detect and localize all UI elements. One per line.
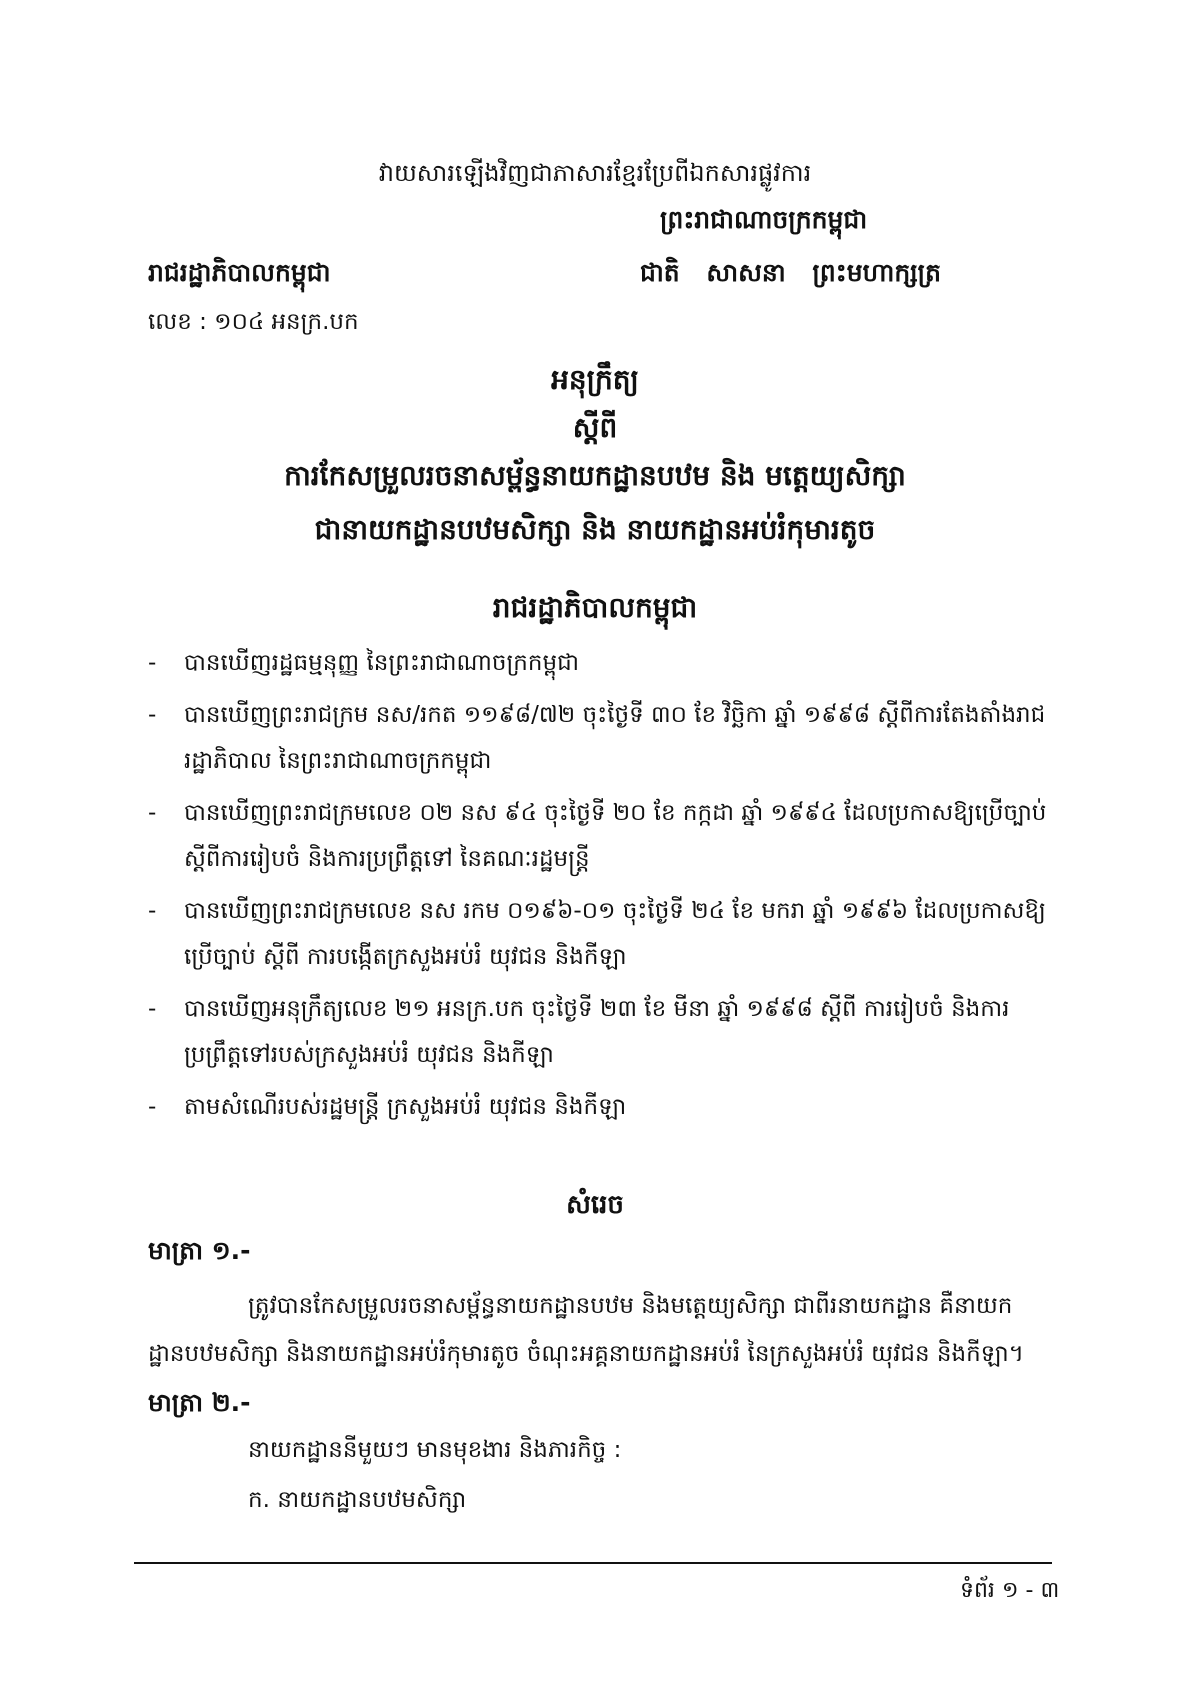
title-line-1: ការកែសម្រួលរចនាសម្ព័ន្ធនាយកដ្ឋានបឋម និង មត្តេយ្យសិក្សា	[284, 459, 906, 492]
list-item: - បានឃើញអនុក្រឹត្យលេខ ២១ អនក្រ.បក ចុះថ្ងៃទី ២៣ ខែ មីនា ឆ្នាំ ១៩៩៨ ស្តីពី ការរៀបចំ និងការប្រព្រឹត្តទៅរបស់ក្រសួងអប់រំ យុវជន និងកីឡា	[148, 986, 1048, 1078]
article-2-item-a: ក. នាយកដ្ឋានបឋមសិក្សា	[248, 1487, 467, 1513]
document-number: លេខ : ១០៤ អនក្រ.បក	[148, 309, 359, 335]
title-about: ស្តីពី	[572, 411, 618, 444]
dash-icon: -	[148, 996, 157, 1022]
list-item: - បានឃើញព្រះរាជក្រម នស/រកត ១១៩៨/៧២ ចុះថ្ងៃទី ៣០ ខែ វិច្ឆិកា ឆ្នាំ ១៩៩៨ ស្តីពីការតែងតាំងរាជរដ្ឋាភិបាល នៃព្រះរាជាណាចក្រកម្ពុជា	[148, 692, 1048, 784]
translation-note: វាយសារឡើងវិញជាភាសារខ្មែរប្រែពីឯកសារផ្លូវការ	[378, 159, 812, 187]
dash-icon: -	[148, 650, 157, 676]
government-center-heading: រាជរដ្ឋាភិបាលកម្ពុជា	[492, 591, 698, 624]
list-item: - បានឃើញព្រះរាជក្រមលេខ ០២ នស ៩៤ ចុះថ្ងៃទី ២០ ខែ កក្កដា ឆ្នាំ ១៩៩៤ ដែលប្រកាសឱ្យប្រើច្បាប់ស្តីពីការរៀបចំ និងការប្រព្រឹត្តទៅ នៃគណៈរដ្ឋមន្ត្រី	[148, 790, 1048, 882]
document-type: អនុក្រឹត្យ	[551, 363, 639, 396]
list-item: - បានឃើញព្រះរាជក្រមលេខ នស រកម ០១៩៦-០១ ចុះថ្ងៃទី ២៤ ខែ មករា ឆ្នាំ ១៩៩៦ ដែលប្រកាសឱ្យប្រើច្បាប់ ស្តីពី ការបង្កើតក្រសួងអប់រំ យុវជន និងកីឡា	[148, 888, 1048, 980]
article-1-heading: មាត្រា ១.-	[148, 1236, 251, 1265]
title-line-2: ជានាយកដ្ឋានបឋមសិក្សា និង នាយកដ្ឋានអប់រំកុមារតូច	[314, 513, 876, 546]
dash-icon: -	[148, 702, 157, 728]
government-heading: រាជរដ្ឋាភិបាលកម្ពុជា	[148, 258, 331, 287]
list-item: - តាមសំណើរបស់រដ្ឋមន្ត្រី ក្រសួងអប់រំ យុវជន និងកីឡា	[148, 1084, 1048, 1130]
dash-icon: -	[148, 1094, 157, 1120]
dash-icon: -	[148, 800, 157, 826]
article-1-text: ត្រូវបានកែសម្រួលរចនាសម្ព័ន្ធនាយកដ្ឋានបឋម និងមត្តេយ្យសិក្សា ជាពីរនាយកដ្ឋាន គឺនាយកដ្ឋានបឋមសិក្សា និងនាយកដ្ឋានអប់រំកុមារតូច ចំណុះអគ្គនាយកដ្ឋានអប់រំ នៃក្រសួងអប់រំ យុវជន និងកីឡា។	[148, 1293, 1024, 1367]
dash-icon: -	[148, 898, 157, 924]
article-2-heading: មាត្រា ២.-	[148, 1388, 251, 1417]
footer-divider	[134, 1562, 1052, 1564]
list-item: - បានឃើញរដ្ឋធម្មនុញ្ញ នៃព្រះរាជាណាចក្រកម្ពុជា	[148, 640, 1048, 686]
preamble-list	[148, 640, 1048, 1136]
decision-heading: សំរេច	[566, 1190, 624, 1220]
national-motto: ជាតិ សាសនា ព្រះមហាក្សត្រ	[640, 258, 941, 287]
page-number: ទំព័រ ១ - ៣	[960, 1578, 1060, 1603]
kingdom-heading: ព្រះរាជាណាចក្រកម្ពុជា	[660, 205, 868, 234]
article-2-intro: នាយកដ្ឋាននីមួយៗ មានមុខងារ និងភារកិច្ច :	[248, 1437, 622, 1463]
